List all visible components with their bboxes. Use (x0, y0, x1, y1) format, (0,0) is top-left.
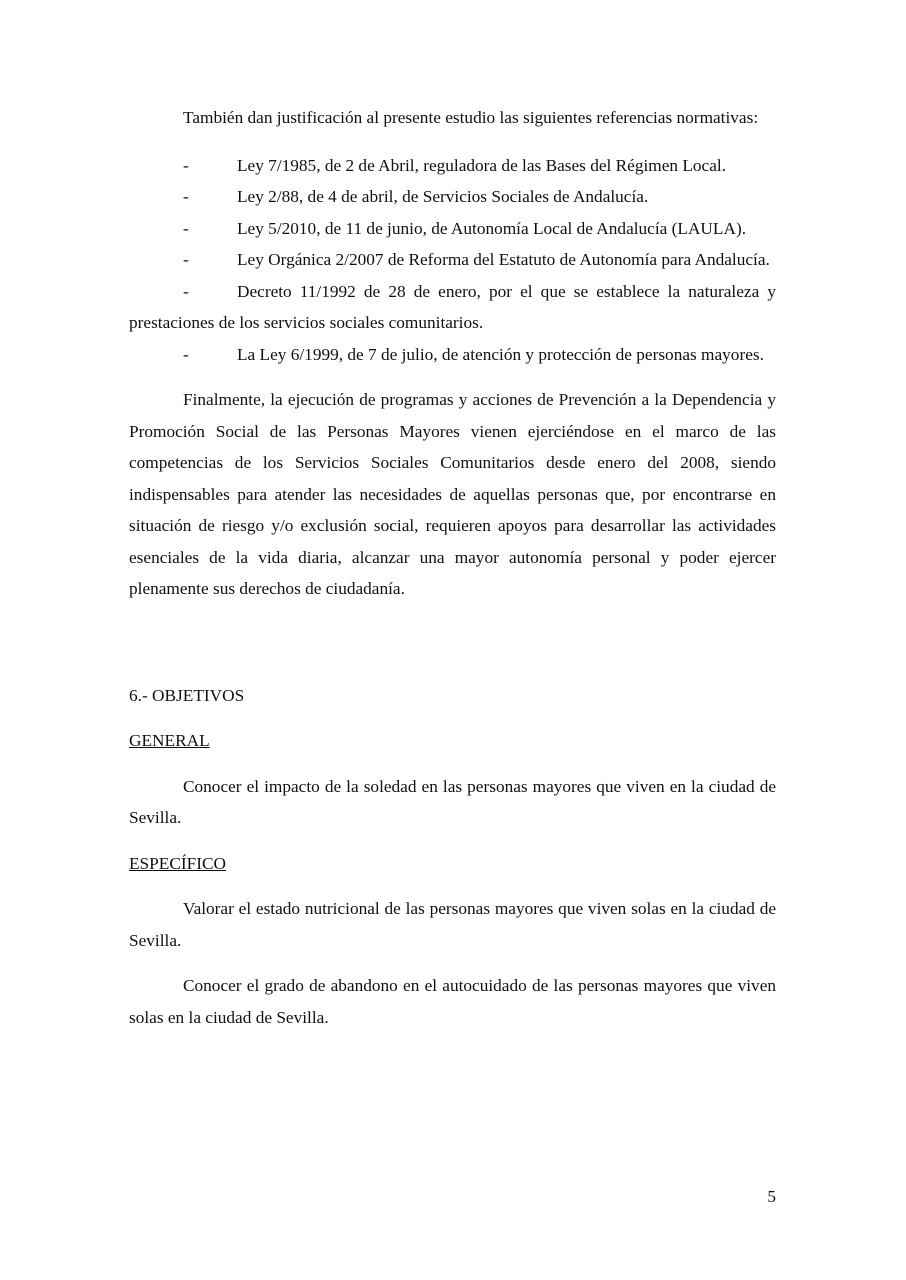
references-list (129, 150, 776, 371)
final-paragraph: Finalmente, la ejecución de programas y acciones de Prevención a la Dependencia y Promoción Social de las Personas Mayores vienen ejerciéndose en el marco de las competencias de los Servicios Sociales Comunitarios desde enero del 2008, siendo indispensables para atender las necesidades de aquellas personas que, por encontrarse en situación de riesgo y/o exclusión social, requieren apoyos para desarrollar las actividades esenciales de la vida diaria, alcanzar una mayor autonomía personal y poder ejercer plenamente sus derechos de ciudadanía. (129, 390, 776, 598)
list-dash: - (183, 187, 189, 206)
specific-heading (129, 848, 776, 880)
list-item (129, 150, 776, 182)
section-title: 6.- OBJETIVOS (129, 685, 245, 705)
reference-text: Ley Orgánica 2/2007 de Reforma del Estatuto de Autonomía para Andalucía. (237, 250, 770, 269)
list-item (129, 276, 776, 339)
list-dash: - (183, 281, 189, 301)
list-item (129, 244, 776, 276)
list-item (129, 181, 776, 213)
specific-objective: Conocer el grado de abandono en el autocuidado de las personas mayores que viven solas en la ciudad de Sevilla. (129, 976, 776, 1027)
reference-text: Ley 2/88, de 4 de abril, de Servicios Sociales de Andalucía. (237, 187, 649, 206)
reference-text: Ley 7/1985, de 2 de Abril, reguladora de las Bases del Régimen Local. (237, 155, 727, 175)
reference-text: Decreto 11/1992 de 28 de enero, por el que se establece la naturaleza y prestaciones de los servicios sociales comunitarios. (129, 281, 776, 332)
list-dash: - (183, 155, 189, 175)
list-dash: - (183, 218, 189, 238)
reference-text: Ley 5/2010, de 11 de junio, de Autonomía Local de Andalucía (LAULA). (237, 218, 747, 238)
list-item (129, 339, 776, 371)
intro-paragraph: También dan justificación al presente estudio las siguientes referencias normativas: (183, 108, 759, 127)
reference-text: La Ley 6/1999, de 7 de julio, de atención y protección de personas mayores. (237, 344, 764, 364)
list-dash: - (183, 250, 189, 269)
document-page (129, 102, 776, 1033)
page-number: 5 (767, 1187, 776, 1206)
list-item (129, 213, 776, 245)
general-heading-text: GENERAL (129, 731, 210, 750)
list-dash: - (183, 344, 189, 364)
general-heading (129, 725, 776, 757)
specific-heading-text: ESPECÍFICO (129, 853, 226, 873)
general-objective: Conocer el impacto de la soledad en las personas mayores que viven en la ciudad de Sevilla. (129, 776, 776, 827)
specific-objective: Valorar el estado nutricional de las personas mayores que viven solas en la ciudad de Sevilla. (129, 899, 776, 950)
